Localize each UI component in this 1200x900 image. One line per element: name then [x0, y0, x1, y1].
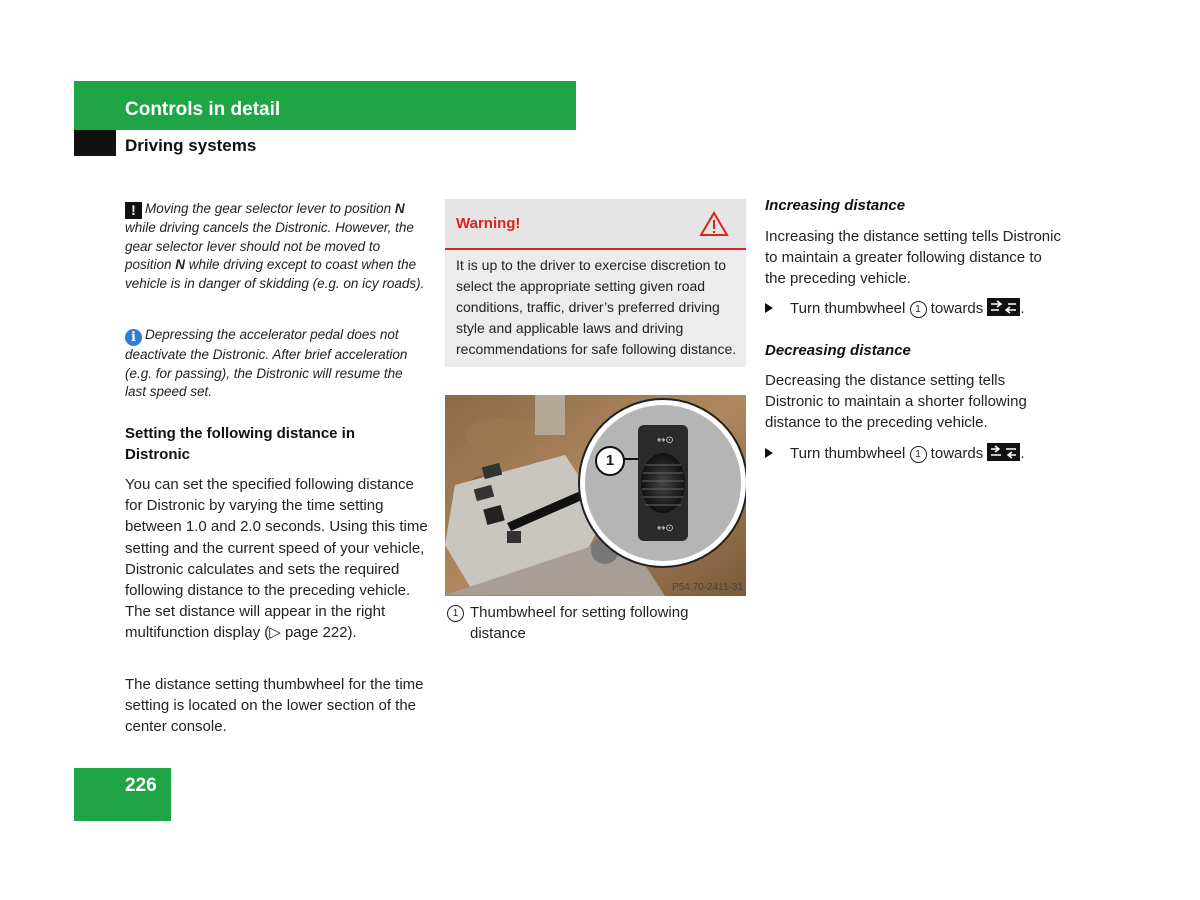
- setting-heading: Setting the following distance in Distronic: [125, 425, 356, 463]
- caution-text-1: Moving the gear selector lever to position: [145, 201, 395, 216]
- info-icon: i: [125, 329, 142, 346]
- caution-bold-1: N: [394, 201, 405, 216]
- info-text: Depressing the accelerator pedal does not deactivate the Distronic. After brief acceleration (e.g. for passing), the Distronic will resume the last speed set.: [125, 327, 408, 399]
- increasing-step-text-b: towards: [926, 300, 988, 317]
- decreasing-heading: Decreasing distance: [765, 342, 911, 359]
- callout-marker: [595, 446, 625, 476]
- console-illustration: [445, 395, 746, 596]
- figure-caption: [447, 602, 742, 644]
- thumbwheel-number-icon: 1: [910, 301, 927, 318]
- caution-text-3: while driving except to coast when the vehicle is in danger of skidding (e.g. on icy roads).: [125, 257, 425, 291]
- warning-label: Warning!: [456, 215, 521, 232]
- setting-paragraph-2: The distance setting thumbwheel for the time setting is located on the lower section of the center console.: [125, 676, 424, 736]
- warning-box: [445, 199, 746, 367]
- page-number: 226: [125, 775, 157, 796]
- setting-paragraph-1: [125, 474, 428, 644]
- svg-text:↔⊙: ↔⊙: [657, 523, 674, 534]
- header-black-tab: [74, 130, 116, 156]
- warning-header: [445, 199, 746, 250]
- decreasing-step-text-b: towards: [926, 445, 988, 462]
- caption-number-icon: 1: [447, 605, 464, 622]
- photo-code: P54.70-2411-31: [672, 582, 743, 593]
- increasing-text: Increasing the distance setting tells Distronic to maintain a greater following distance to the preceding vehicle.: [765, 228, 1061, 288]
- caution-note: [125, 200, 425, 293]
- caution-bold-2: N: [175, 257, 186, 272]
- console-photo: [445, 395, 746, 596]
- increasing-step: Turn thumbwheel 1 towards .: [765, 298, 1065, 319]
- decreasing-text: Decreasing the distance setting tells Distronic to maintain a shorter following distance to the preceding vehicle.: [765, 372, 1027, 432]
- setting-paragraph-1-text: You can set the specified following distance for Distronic by varying the time setting between 1.0 and 2.0 seconds. Using this time setting and the current speed of your vehicle, Distronic calculates and sets the required following distance to the preceding vehicle. The set distance will appear in the right multifunction display: [125, 476, 428, 642]
- increasing-step-text-a: Turn thumbwheel: [790, 300, 910, 317]
- info-note: [125, 326, 425, 402]
- caption-text: Thumbwheel for setting following distance: [470, 604, 689, 643]
- exclamation-icon: !: [125, 202, 142, 219]
- step-arrow-icon: [765, 448, 773, 458]
- decrease-distance-icon: [987, 443, 1020, 461]
- section-title: Controls in detail: [125, 99, 281, 120]
- thumbwheel-number-icon: 1: [910, 446, 927, 463]
- increasing-heading: Increasing distance: [765, 197, 906, 214]
- step-arrow-icon: [765, 303, 773, 313]
- decreasing-step: Turn thumbwheel 1 towards .: [765, 443, 1065, 464]
- page-reference-link[interactable]: (▷ page 222).: [264, 624, 357, 642]
- decreasing-step-text-a: Turn thumbwheel: [790, 445, 910, 462]
- warning-triangle-icon: [699, 211, 729, 237]
- subsection-title: Driving systems: [125, 136, 257, 155]
- svg-text:↔⊙: ↔⊙: [657, 435, 674, 446]
- caution-text-2: while driving cancels the Distronic. However, the gear selector lever should not be moved to position: [125, 220, 414, 272]
- warning-text: It is up to the driver to exercise discretion to select the appropriate setting given road conditions, traffic, driver’s preferred driving style and applicable laws and driving recommendations for safe following distance.: [456, 257, 737, 357]
- callout-number: 1: [605, 452, 615, 469]
- increase-distance-icon: [987, 298, 1020, 316]
